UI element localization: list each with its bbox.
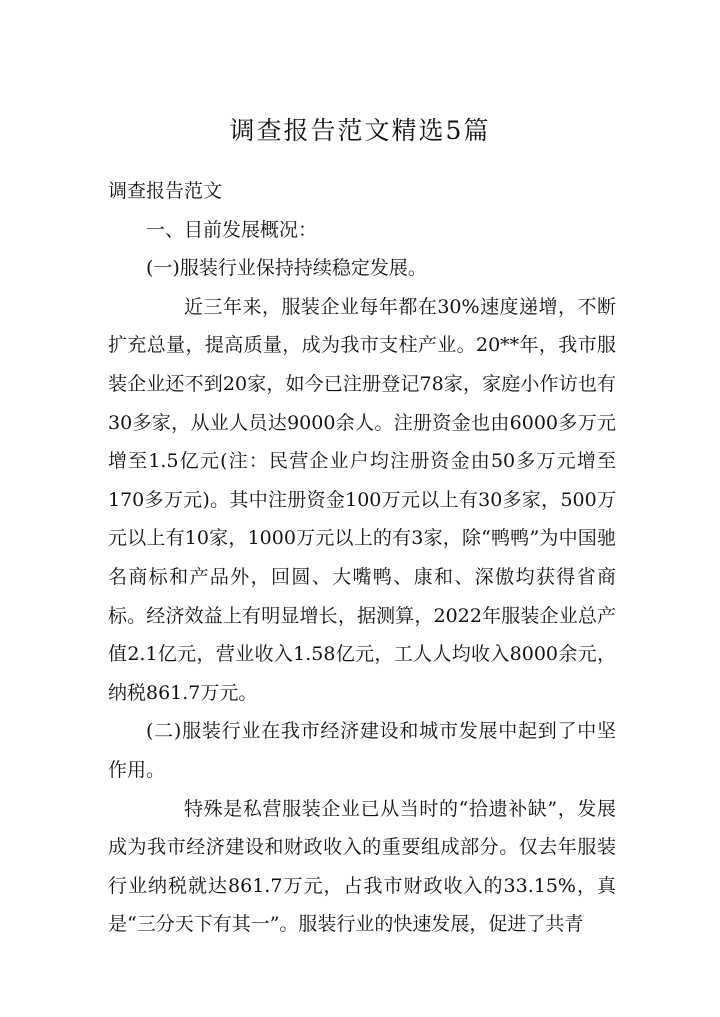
document-body: [108, 172, 616, 944]
subsection-heading: 一、目前发展概况：: [146, 218, 318, 241]
document-title: 调查报告范文精选5篇: [229, 116, 491, 145]
subheading-2: (二)服装行业在我市经济建设和城市发展中起到了中坚作用。: [108, 720, 616, 781]
subheading-1: (一)服装行业保持持续稳定发展。: [146, 257, 427, 280]
section-heading: 调查报告范文: [108, 180, 223, 202]
body-paragraph-1: 近三年来，服装企业每年都在30%速度递增，不断扩充总量，提高质量，成为我市支柱产业。20**年，我市服装企业还不到20家，如今已注册登记78家，家庭小作访也有30多家，从业人员达9000余人。注册资金也由6000多万元增至1.5亿元(注：民营企业户均注册资金由50多万元增至170多万元)。其中注册资金100万元以上有30多家，500万元以上有10家，1000万元以上的有3家，除“鸭鸭”为中国驰名商标和产品外，回圆、大嘴鸭、康和、深傲均获得省商标。经济效益上有明显增长，据测算，2022年服装企业总产值2.1亿元，营业收入1.58亿元，工人人均收入8000余元，纳税861.7万元。: [108, 295, 616, 704]
body-paragraph-2: 特殊是私营服装企业已从当时的“拾遗补缺”，发展成为我市经济建设和财政收入的重要组成部分。仅去年服装行业纳税就达861.7万元，占我市财政收入的33.15%，真是“三分天下有其一”。服装行业的快速发展，促进了共青: [108, 797, 616, 936]
